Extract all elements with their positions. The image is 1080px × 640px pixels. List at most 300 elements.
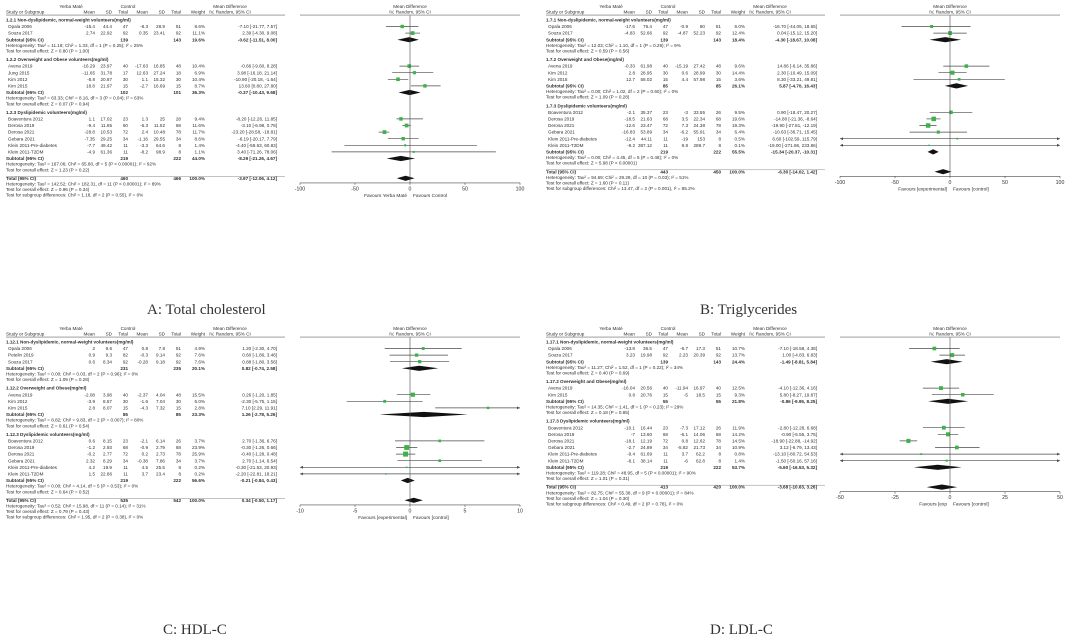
study-value: -19	[681, 136, 688, 142]
subgroup-title: 1.2.3 Dyslipidemic volunteers(mg/ml)	[6, 109, 87, 115]
study-value: 8	[718, 142, 721, 148]
study-value: -1.6	[140, 398, 148, 404]
study-value: 47	[122, 24, 128, 30]
study-value: -2.37	[137, 392, 148, 398]
total-n2: 542	[173, 497, 181, 503]
study-value: -1.2	[87, 445, 95, 451]
subtotal-label: Subtotal (95% CI)	[6, 478, 44, 484]
subtotal-weight: 36.3%	[191, 90, 205, 96]
study-value: 7.86	[156, 458, 165, 464]
column-header: Weight	[190, 9, 205, 15]
subtotal-n1: 219	[120, 478, 128, 484]
point-estimate	[939, 386, 943, 390]
column-header: Mean	[136, 9, 148, 15]
total-diamond	[935, 169, 952, 174]
study-name: Avena 2019	[548, 385, 573, 391]
subtotal-label: Subtotal (95% CI)	[546, 83, 584, 89]
study-ci: 14.86 [-6.14, 35.86]	[777, 63, 817, 69]
study-value: 2.74	[86, 30, 95, 36]
study-weight: 6.0%	[734, 24, 745, 30]
study-value: 289.7	[693, 142, 705, 148]
study-value: 12.19	[640, 438, 652, 444]
study-weight: 3.6%	[734, 76, 745, 82]
total-ci: -6.30 [-14.02, 1.42]	[777, 169, 817, 175]
study-value: 153	[697, 136, 705, 142]
study-value: 28	[175, 116, 181, 122]
subtotal-ci: -0.37 [-10.43, 9.68]	[237, 90, 277, 96]
study-weight: 7.6%	[194, 352, 205, 358]
study-value: -16.83	[621, 129, 635, 135]
x-tick-label: 0	[948, 179, 952, 186]
study-ci: -0.66 [-9.60, 8.28]	[240, 63, 277, 69]
study-value: 72	[662, 438, 668, 444]
study-name: Derosa 2019	[548, 431, 575, 437]
heterogeneity-text: Heterogeneity: Tau² = 167.06; Chi² = 65.80, df = 5 (P < 0.00001); I² = 92%	[6, 161, 157, 167]
study-value: 15	[122, 83, 128, 89]
study-value: -16.29	[81, 63, 95, 69]
study-value: 23.41	[153, 30, 165, 36]
study-ci: 0.60 [-1.86, 3.46]	[242, 352, 277, 358]
subtotal-diamond	[929, 37, 961, 42]
study-value: 25	[159, 116, 165, 122]
study-value: 92	[122, 30, 128, 36]
study-value: 15	[175, 405, 181, 411]
study-ci: -0.40 [-1.28, 0.48]	[240, 451, 277, 457]
subtotal-weight: 55.5%	[731, 149, 745, 155]
study-name: Kim 2012	[548, 70, 568, 76]
study-value: 30	[175, 76, 181, 82]
study-value: 34	[662, 129, 668, 135]
total-label: Total (95% CI)	[6, 497, 37, 503]
column-header: Total	[658, 9, 668, 15]
favours-left-label: Favours [experimental]	[898, 187, 947, 193]
x-tick-label: 0	[948, 495, 952, 502]
subtotal-diamond	[402, 366, 439, 371]
study-value: -15.19	[674, 63, 688, 69]
study-value: -0.2	[87, 451, 95, 457]
study-ci: -19.00 [-271.86, 233.86]	[767, 142, 817, 148]
study-value: 2.79	[156, 445, 165, 451]
study-value: -12.6	[624, 123, 635, 129]
study-value: -12.4	[624, 136, 635, 142]
footer-text: Test for overall effect: Z = 1.04 (P = 0.30)	[546, 495, 630, 501]
study-ci: 8.30 [-33.21, 49.81]	[777, 76, 817, 82]
subgroup-title: 1.7.1 Non-dyslipidemic, normal-weight volunteers(mg/ml)	[546, 17, 671, 23]
column-header: Total	[171, 9, 181, 15]
footer-text: Heterogeneity: Tau² = 142.52; Chi² = 182.31, df = 11 (P < 0.00001); I² = 89%	[6, 181, 161, 187]
ci-arrow-left	[840, 453, 843, 456]
study-weight: 10.7%	[731, 346, 745, 352]
point-estimate	[965, 64, 969, 68]
point-estimate	[955, 446, 959, 450]
footer-text: Test for overall effect: Z = 0.96 (P = 0.34)	[6, 187, 90, 193]
study-value: 0.35	[139, 30, 148, 36]
column-header: Mean	[623, 331, 635, 337]
study-value: 17.3	[696, 346, 705, 352]
mean-diff-header: Mean Difference	[213, 4, 247, 9]
study-value: 11	[663, 458, 668, 464]
plot-subheader: IV, Random, 95% CI	[389, 9, 431, 15]
column-header: Mean	[83, 331, 95, 337]
study-value: -13.8	[624, 346, 635, 352]
column-header: SD	[698, 9, 705, 15]
study-value: 0.8	[681, 438, 688, 444]
study-value: 2.77	[103, 451, 112, 457]
subtotal-n2: 235	[173, 365, 181, 371]
point-estimate	[383, 400, 386, 403]
point-estimate	[400, 25, 403, 28]
point-estimate	[383, 130, 387, 134]
study-value: -2.7	[627, 445, 635, 451]
heterogeneity-text: Test for overall effect: Z = 0.80 (P = 1.00)	[6, 48, 90, 54]
subtotal-n1: 85	[662, 83, 668, 89]
study-value: 16.85	[153, 63, 165, 69]
study-name: Gebara 2021	[8, 136, 35, 142]
study-value: 11	[123, 149, 128, 155]
study-ci: -13.10 [-80.72, 54.53]	[773, 451, 817, 457]
study-value: 0.8	[628, 392, 635, 398]
subtotal-n2: 222	[713, 149, 721, 155]
study-value: 92	[175, 30, 181, 36]
mean-diff-subheader: IV, Random, 95% CI	[749, 331, 791, 337]
x-tick-label: 100	[515, 186, 525, 193]
study-value: -9.4	[87, 123, 95, 129]
study-ci: 0.88 [-1.80, 3.56]	[242, 359, 277, 365]
subtotal-n1: 85	[122, 412, 128, 418]
study-value: 30	[715, 70, 721, 76]
x-tick-label: -50	[351, 186, 359, 193]
study-value: 61.98	[640, 63, 652, 69]
favours-left-label: Favours [exp	[919, 502, 947, 508]
study-name: Kim 2015	[8, 405, 28, 411]
study-name: Opala 2006	[8, 24, 32, 30]
study-value: 9.3	[105, 352, 112, 358]
total-label: Total (95% CI)	[546, 484, 577, 490]
study-value: 78	[175, 129, 181, 135]
point-estimate	[406, 467, 408, 469]
subgroup-title: 1.7.2 Overweight and Obese(mg/ml)	[546, 57, 624, 63]
mean-diff-header: Mean Difference	[753, 4, 787, 9]
study-value: 18.5	[696, 392, 705, 398]
study-name: Avena 2019	[8, 63, 33, 69]
study-value: -0.28	[137, 359, 148, 365]
study-name: Opala 2006	[548, 24, 572, 30]
subtotal-ci: -5.60 [-16.53, 5.32]	[777, 464, 817, 470]
study-ci: 1.00 [-4.83, 6.83]	[782, 352, 817, 358]
point-estimate	[438, 440, 441, 443]
subtotal-label: Subtotal (95% CI)	[6, 90, 44, 96]
study-value: 15	[122, 405, 128, 411]
subtotal-ci: -15.34 [-20.37, -10.31]	[771, 149, 817, 155]
study-value: -8.3	[140, 24, 148, 30]
study-weight: 9.3%	[734, 392, 745, 398]
study-value: -11.94	[675, 385, 688, 391]
favours-right-label: Favours [control]	[413, 515, 449, 521]
study-value: 28.99	[693, 70, 705, 76]
study-name: Souza 2017	[548, 30, 573, 36]
column-header: Weight	[730, 9, 745, 15]
column-header: Total	[711, 331, 721, 337]
study-weight: 19.3%	[731, 123, 745, 129]
study-ci: 2.70 [-1.36, 6.76]	[242, 438, 277, 444]
study-value: 49.42	[100, 142, 112, 148]
point-estimate	[930, 25, 933, 28]
study-value: 3.23	[626, 352, 635, 358]
study-value: 8	[178, 149, 181, 155]
subtotal-weight: 44.0%	[191, 156, 205, 162]
study-value: 72	[122, 129, 128, 135]
study-weight: 19.6%	[731, 116, 745, 122]
subgroup-title: 1.2.2 Overweight and Obese volunteers(mg/ml)	[6, 57, 109, 63]
study-value: 31.78	[100, 70, 112, 76]
study-value: -0.3	[140, 352, 148, 358]
study-value: 40	[715, 385, 721, 391]
study-value: 11.52	[153, 123, 165, 129]
group2-header: Control	[660, 4, 676, 9]
heterogeneity-text: Heterogeneity: Tau² = 12.03; Chi² = 1.10, df = 1 (P = 0.29); I² = 9%	[546, 42, 681, 48]
study-name: Klein 2011-T2DM	[548, 142, 584, 148]
subtotal-diamond	[931, 359, 963, 364]
footer-text: Heterogeneity: Tau² = 0.52; Chi² = 15.98, df = 11 (P = 0.14); I² = 31%	[6, 503, 146, 509]
study-value: 16.69	[153, 83, 165, 89]
study-value: 2	[92, 346, 95, 352]
point-estimate	[956, 138, 958, 140]
study-value: 76.4	[643, 24, 652, 30]
study-value: 7.32	[156, 405, 165, 411]
total-weight: 100.0%	[189, 175, 205, 181]
study-value: 2.93	[103, 445, 112, 451]
subtotal-diamond	[399, 90, 421, 95]
study-name: Souza 2017	[8, 359, 33, 365]
study-value: 3.5	[681, 116, 688, 122]
study-value: 40	[122, 63, 128, 69]
study-value: -10.1	[624, 425, 635, 431]
study-ci: 0.26 [-1.20, 1.85]	[242, 392, 277, 398]
study-weight: 0.1%	[734, 142, 745, 148]
total-n2: 420	[713, 484, 721, 490]
subtotal-n2: 143	[713, 37, 721, 43]
study-name: Opala 2006	[8, 346, 32, 352]
study-ci: -0.90 [-5.55, 3.75]	[780, 431, 817, 437]
study-value: 92	[175, 359, 181, 365]
study-value: 82	[122, 352, 128, 358]
heterogeneity-text: Heterogeneity: Tau² = 14.35; Chi² = 1.41, df = 1 (P = 0.23); I² = 29%	[546, 404, 684, 410]
subtotal-ci: 1.26 [-2.78, 5.26]	[241, 412, 277, 418]
mean-diff-header: Mean Difference	[753, 326, 787, 331]
point-estimate	[385, 473, 387, 475]
study-value: 28.9	[156, 24, 165, 30]
study-name: Derosa 2021	[548, 123, 575, 129]
subtotal-ci: -8.29 [-21.26, 4.67]	[237, 156, 277, 162]
study-value: -9.4	[627, 451, 635, 457]
subtotal-diamond	[928, 149, 939, 154]
study-ci: -23.20 [-28.58, -18.81]	[231, 129, 277, 135]
study-name: Avena 2019	[548, 63, 573, 69]
study-name: Klein 2011-T2DM	[8, 471, 44, 477]
group2-header: Control	[120, 4, 136, 9]
study-value: 7.8	[158, 346, 165, 352]
study-value: -4.87	[677, 30, 688, 36]
caption-total-cholesterol: A: Total cholesterol	[147, 302, 266, 318]
column-header: Mean	[676, 331, 688, 337]
study-value: 11	[123, 464, 128, 470]
caption-hdl-c: C: HDL-C	[163, 622, 227, 638]
study-value: 17.12	[693, 425, 705, 431]
study-value: 60	[122, 123, 128, 129]
study-value: -11.65	[82, 70, 95, 76]
study-value: 8.29	[103, 458, 112, 464]
study-value: 20.76	[640, 392, 652, 398]
subtotal-n2: 55	[715, 398, 721, 404]
x-tick-label: 0	[408, 186, 412, 193]
point-estimate	[931, 117, 936, 122]
study-value: -3.9	[87, 398, 95, 404]
study-ci: -0.30 [-1.26, 0.66]	[240, 445, 277, 451]
forest-plot-total-cholesterol	[0, 0, 540, 300]
study-value: 61.36	[100, 149, 112, 155]
x-tick-label: -50	[836, 495, 844, 502]
study-value: 78	[715, 438, 721, 444]
study-ci: -1.50 [-50.16, 57.16]	[775, 458, 817, 464]
study-name: Derosa 2019	[8, 445, 35, 451]
x-tick-label: 5	[463, 508, 467, 515]
study-ci: -2.30 [-5.75, 1.15]	[240, 398, 277, 404]
plot-header: Mean Difference	[393, 4, 427, 9]
study-weight: 7.6%	[194, 359, 205, 365]
study-weight: 0.2%	[194, 464, 205, 470]
heterogeneity-text: Heterogeneity: Tau² = 11.18; Chi² = 1.33, df = 1 (P = 0.25); I² = 25%	[6, 42, 144, 48]
ci-arrow-right	[1057, 137, 1060, 140]
column-header: Mean	[136, 331, 148, 337]
subtotal-label: Subtotal (95% CI)	[546, 149, 584, 155]
study-ci: 2.30 [-10.49, 15.09]	[777, 70, 817, 76]
study-weight: 0.2%	[194, 471, 205, 477]
column-header: SD	[158, 9, 165, 15]
study-value: 11	[123, 142, 128, 148]
heterogeneity-text: Test for overall effect: Z = 0.40 (P = 0.69)	[546, 370, 630, 376]
study-value: 12.63	[136, 70, 148, 76]
study-weight: 0.5%	[734, 136, 745, 142]
ci-arrow-right	[517, 407, 520, 410]
study-value: 40	[662, 63, 668, 69]
study-value: 51	[175, 24, 181, 30]
heterogeneity-text: Test for overall effect: Z = 1.09 (P = 0.28)	[6, 377, 90, 383]
study-ci: -10.63 [-36.71, 15.45]	[773, 129, 817, 135]
heterogeneity-text: Test for overall effect: Z = 0.18 (P = 0.85)	[546, 410, 630, 416]
study-value: -1.16	[137, 136, 148, 142]
point-estimate	[958, 78, 961, 81]
column-header: SD	[645, 9, 652, 15]
subtotal-n1: 231	[120, 365, 128, 371]
plot-subheader: IV, Random, 95% CI	[929, 331, 971, 337]
study-value: 27.42	[693, 63, 705, 69]
study-value: 52.66	[640, 30, 652, 36]
study-value: 92	[662, 30, 668, 36]
subtotal-ci: 5.87 [-4.70, 16.43]	[779, 83, 817, 89]
study-value: 7.3	[681, 123, 688, 129]
study-value: 0.2	[141, 451, 148, 457]
study-value: -17.63	[134, 63, 148, 69]
study-weight: 12.5%	[731, 385, 745, 391]
subtotal-diamond	[914, 465, 962, 470]
point-estimate	[405, 124, 409, 128]
study-value: 68	[175, 123, 181, 129]
favours-right-label: Favours [control]	[953, 502, 989, 508]
study-ci: 7.10 [2.29, 11.91]	[241, 405, 277, 411]
column-header: SD	[158, 331, 165, 337]
study-value: 68	[715, 116, 721, 122]
study-value: 22.86	[100, 471, 112, 477]
subtotal-weight: 53.7%	[731, 464, 745, 470]
study-name: Derosa 2019	[8, 123, 35, 129]
study-name: Opala 2006	[548, 346, 572, 352]
total-diamond	[405, 498, 423, 503]
study-name: Klein 2011-T2DM	[548, 458, 584, 464]
study-weight: 9.4%	[194, 116, 205, 122]
study-name: Kim 2012	[8, 76, 28, 82]
footer-text: Test for subgroup differences: Chi² = 13.47, df = 2 (P = 0.001), I² = 85.2%	[546, 186, 695, 192]
subtotal-label: Subtotal (95% CI)	[546, 359, 584, 365]
study-value: 1.1	[141, 76, 148, 82]
study-value: 4.04	[156, 392, 165, 398]
study-value: 8	[718, 458, 721, 464]
study-weight: 14.2%	[731, 431, 745, 437]
subtotal-ci: -0.21 [-0.84, 0.43]	[240, 478, 277, 484]
study-name: Kim 2015	[548, 392, 568, 398]
ci-arrow-left	[840, 459, 843, 462]
total-n1: 460	[120, 175, 128, 181]
subtotal-label: Subtotal (95% CI)	[546, 398, 584, 404]
study-value: 48	[175, 63, 181, 69]
column-header: Total	[118, 9, 128, 15]
study-value: 10.48	[153, 129, 165, 135]
heterogeneity-text: Test for overall effect: Z = 0.07 (P = 0.94)	[6, 101, 90, 107]
study-value: 12.7	[626, 76, 635, 82]
footer-text: Test for subgroup differences: Chi² = 0.49, df = 2 (P = 0.78), I² = 0%	[546, 501, 684, 507]
point-estimate	[946, 432, 950, 436]
study-value: -8.2	[140, 149, 148, 155]
study-value: 2.8	[628, 70, 635, 76]
study-value: 22.92	[100, 30, 112, 36]
study-weight: 10.9%	[731, 445, 745, 451]
subtotal-weight: 23.3%	[191, 412, 205, 418]
mean-diff-subheader: IV, Random, 95% CI	[209, 9, 251, 15]
study-value: 9.14	[156, 352, 165, 358]
study-value: 68	[662, 116, 668, 122]
x-tick-label: 10	[517, 508, 523, 515]
study-ci: -2.80 [-12.28, 6.68]	[778, 425, 817, 431]
study-ci: -18.90 [-22.88, -14.92]	[771, 438, 817, 444]
study-value: -3	[683, 109, 688, 115]
study-value: 8.34	[103, 359, 112, 365]
study-ci: -7.10 [-21.77, 7.57]	[238, 24, 277, 30]
ci-arrow-right	[517, 466, 520, 469]
study-value: 8	[178, 464, 181, 470]
study-value: 3.7	[681, 451, 688, 457]
study-value: 68	[715, 431, 721, 437]
study-value: 19.98	[640, 352, 652, 358]
study-value: 1.3	[141, 116, 148, 122]
total-diamond	[397, 176, 415, 181]
heterogeneity-text: Heterogeneity: Tau² = 0.00; Chi² = 1.02, df = 2 (P = 0.60); I² = 0%	[546, 89, 679, 95]
study-name: Klein 2011-Pre-diabetes	[548, 451, 597, 457]
group2-header: Control	[120, 326, 136, 331]
study-value: 35.37	[640, 109, 652, 115]
study-value: 17.02	[100, 116, 112, 122]
study-value: 92	[662, 352, 668, 358]
study-name: Kim 2012	[8, 398, 28, 404]
point-estimate	[933, 347, 937, 351]
